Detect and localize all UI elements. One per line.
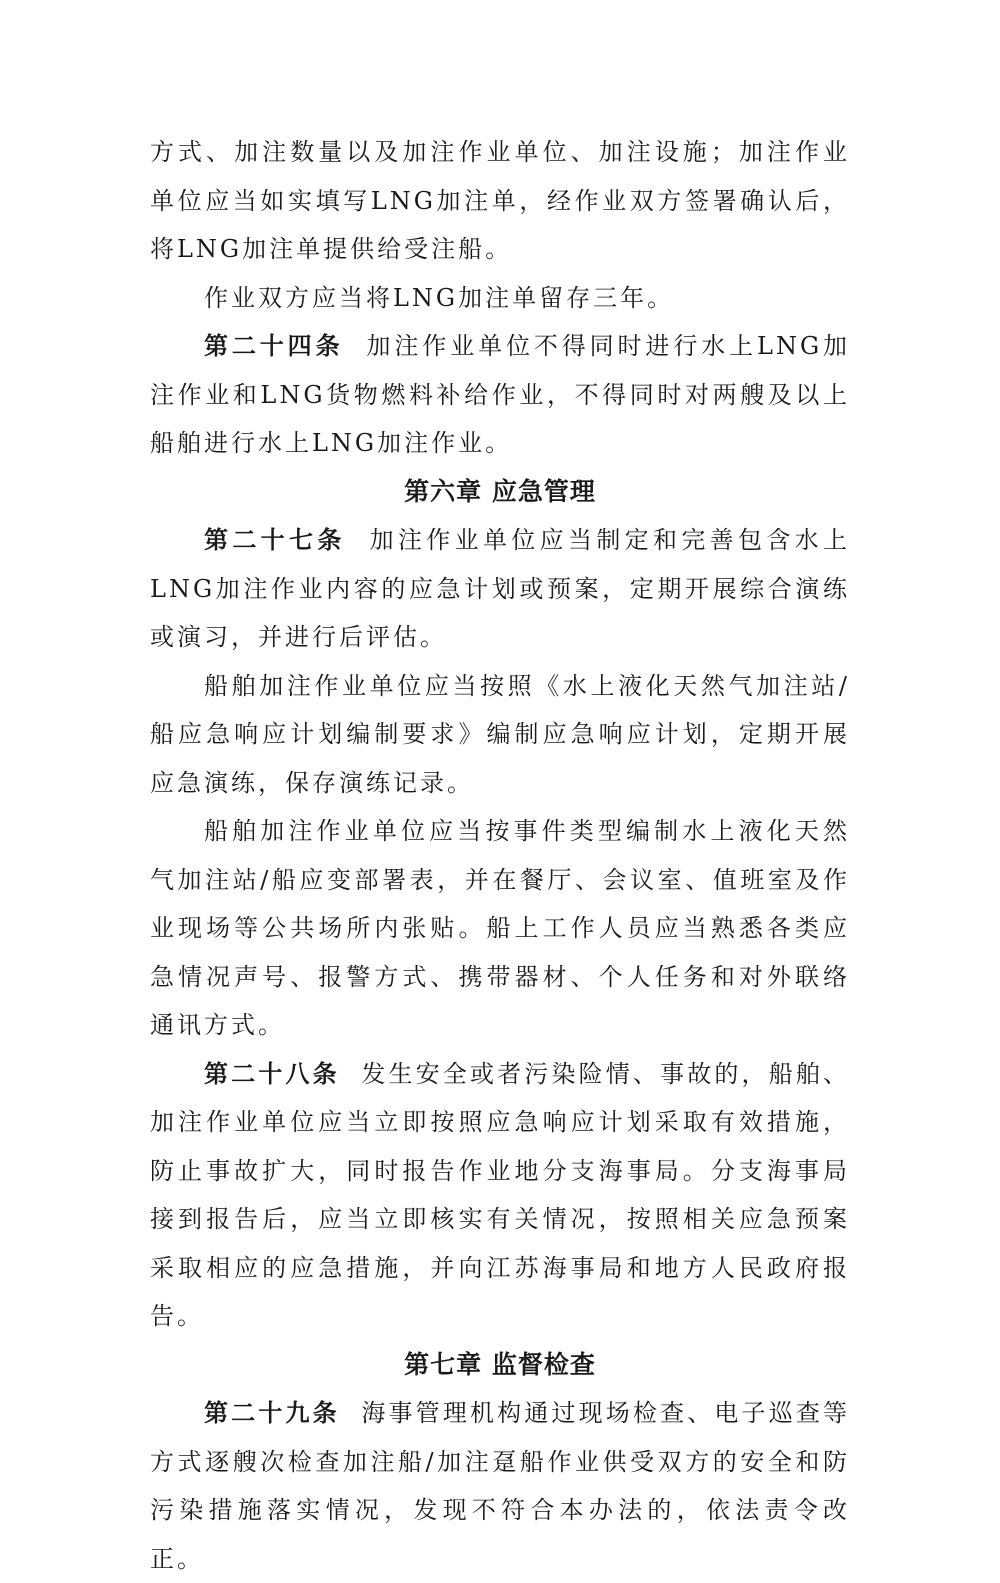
article-number: 第二十四条 [204,332,344,360]
paragraph [150,662,850,808]
article-paragraph [150,1389,850,1583]
paragraph-text: 船舶加注作业单位应当按照《水上液化天然气加注站/船应急响应计划编制要求》编制应急响应计划，定期开展应急演练，保存演练记录。 [150,671,850,797]
paragraph-text: 作业双方应当将LNG加注单留存三年。 [204,283,675,312]
article-paragraph [150,322,850,468]
chapter-heading: 第六章 应急管理 [404,476,596,506]
article-number: 第二十八条 [204,1059,340,1088]
article-paragraph [150,516,850,662]
article-number: 第二十七条 [204,526,346,554]
paragraph-text: 船舶加注作业单位应当按事件类型编制水上液化天然气加注站/船应变部署表，并在餐厅、会议室、值班室及作业现场等公共场所内张贴。船上工作人员应当熟悉各类应急情况声号、报警方式、携带器材、个人任务和对外联络通讯方式。 [150,817,850,1039]
paragraph-text: 方式、加注数量以及加注作业单位、加注设施；加注作业单位应当如实填写LNG加注单，经作业双方签署确认后，将LNG加注单提供给受注船。 [150,138,850,263]
paragraph [150,128,850,274]
paragraph [150,807,850,1050]
article-paragraph [150,1050,850,1341]
article-number: 第二十九条 [204,1399,340,1427]
chapter-heading: 第七章 监督检查 [404,1349,596,1379]
paragraph-text: 发生安全或者污染险情、事故的，船舶、加注作业单位应当立即按照应急响应计划采取有效措施，防止事故扩大，同时报告作业地分支海事局。分支海事局接到报告后，应当立即核实有关情况，按照相关应急预案采取相应的应急措施，并向江苏海事局和地方人民政府报告。 [150,1059,851,1330]
paragraph-text: 加注作业单位不得同时进行水上LNG加注作业和LNG货物燃料补给作业，不得同时对两艘及以上船舶进行水上LNG加注作业。 [150,332,851,457]
document-page [150,128,850,1583]
paragraph [150,274,850,323]
paragraph-text: 海事管理机构通过现场检查、电子巡查等方式逐艘次检查加注船/加注趸船作业供受双方的安全和防污染措施落实情况，发现不符合本办法的，依法责令改正。 [150,1399,851,1573]
paragraph-text: 加注作业单位应当制定和完善包含水上LNG加注作业内容的应急计划或预案，定期开展综合演练或演习，并进行后评估。 [150,526,851,651]
